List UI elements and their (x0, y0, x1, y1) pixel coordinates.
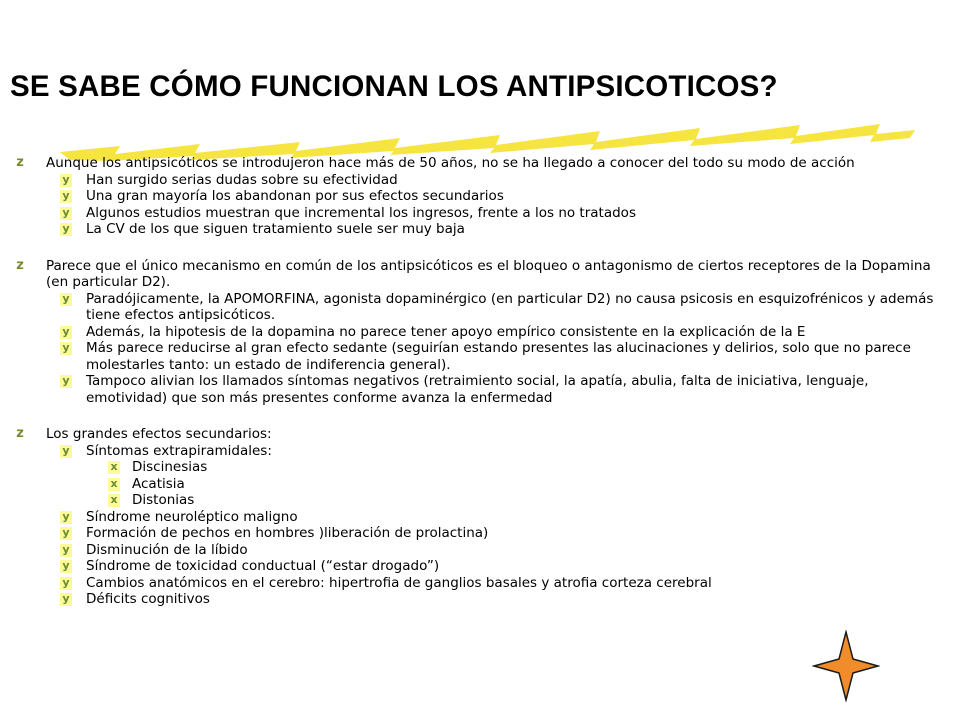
bullet-x-icon: x (108, 461, 120, 474)
bullet-y-icon: y (60, 342, 72, 355)
bullet-y-icon: y (60, 174, 72, 187)
sub-bullet (14, 205, 949, 222)
bullet-text: Han surgido serias dudas sobre su efectividad (86, 171, 398, 188)
bullet-text: Tampoco alivian los llamados síntomas negativos (retraimiento social, la apatía, abulia, falta de iniciativa, lenguaje, emotividad) que son más presentes conforme avanza la enfermedad (86, 373, 869, 406)
bullet-text: Distonias (132, 492, 195, 508)
bullet-text: Más parece reducirse al gran efecto sedante (seguirían estando presentes las alucinaciones y delirios, solo que no parece molestarles tanto: un estado de indiferencia general). (86, 340, 911, 373)
bullet-section-1 (14, 155, 949, 172)
bullet-text: La CV de los que siguen tratamiento suele ser muy baja (86, 221, 465, 237)
bullet-section-2 (14, 258, 949, 291)
bullet-text: Síntomas extrapiramidales: (86, 442, 272, 459)
sub-bullet (14, 443, 949, 460)
bullet-text: Los grandes efectos secundarios: (46, 426, 272, 442)
four-point-star-icon[interactable] (812, 630, 880, 702)
bullet-y-icon: y (60, 375, 72, 388)
sub-bullet (14, 221, 949, 238)
sub-bullet (14, 188, 949, 205)
bullet-text: Algunos estudios muestran que incremental los ingresos, frente a los no tratados (86, 204, 636, 221)
bullet-y-icon: y (60, 577, 72, 590)
slide-title: SE SABE CÓMO FUNCIONAN LOS ANTIPSICOTICOS? (10, 70, 778, 103)
sub-bullet (14, 340, 949, 373)
bullet-text: Cambios anatómicos en el cerebro: hipertrofia de ganglios basales y atrofia corteza cerebral (86, 574, 712, 591)
bullet-y-icon: y (60, 560, 72, 573)
bullet-y-icon: y (60, 527, 72, 540)
bullet-y-icon: y (60, 593, 72, 606)
sub-sub-bullet (14, 492, 949, 509)
bullet-y-icon: y (60, 445, 72, 458)
bullet-text: Síndrome neuroléptico maligno (86, 508, 298, 525)
bullet-text: Formación de pechos en hombres )liberación de prolactina) (86, 525, 489, 541)
bullet-text: Una gran mayoría los abandonan por sus efectos secundarios (86, 188, 504, 204)
bullet-text: Disminución de la líbido (86, 541, 248, 558)
bullet-y-icon: y (60, 223, 72, 236)
bullet-text: Déficits cognitivos (86, 591, 210, 607)
bullet-y-icon: y (60, 544, 72, 557)
bullet-text: Aunque los antipsicóticos se introdujeron hace más de 50 años, no se ha llegado a conocer del todo su modo de acción (46, 155, 855, 171)
bullet-text: Acatisia (132, 475, 185, 492)
bullet-text: Paradójicamente, la APOMORFINA, agonista dopaminérgico (en particular D2) no causa psicosis en esquizofrénicos y además tiene efectos antipsicóticos. (86, 290, 934, 323)
sub-bullet (14, 542, 949, 559)
sub-sub-bullet (14, 476, 949, 493)
bullet-y-icon: y (60, 190, 72, 203)
sub-bullet (14, 172, 949, 189)
bullet-y-icon: y (60, 511, 72, 524)
bullet-z-icon: z (16, 257, 24, 273)
bullet-text: Parece que el único mecanismo en común de los antipsicóticos es el bloqueo o antagonismo de ciertos receptores de la Dopamina (en particular D2). (46, 257, 931, 290)
sub-bullet (14, 509, 949, 526)
bullet-y-icon: y (60, 326, 72, 339)
bullet-x-icon: x (108, 478, 120, 491)
sub-bullet (14, 291, 949, 324)
bullet-text: Discinesias (132, 459, 208, 475)
bullet-text: Síndrome de toxicidad conductual (“estar drogado”) (86, 558, 440, 574)
sub-bullet (14, 591, 949, 608)
bullet-z-icon: z (16, 426, 24, 441)
bullet-section-3 (14, 426, 949, 443)
sub-bullet (14, 373, 949, 406)
sub-sub-bullet (14, 459, 949, 476)
bullet-text: Además, la hipotesis de la dopamina no parece tener apoyo empírico consistente en la explicación de la E (86, 323, 806, 340)
slide-content (14, 155, 949, 608)
bullet-y-icon: y (60, 207, 72, 220)
bullet-x-icon: x (108, 494, 120, 507)
sub-bullet (14, 558, 949, 575)
bullet-z-icon: z (16, 155, 24, 170)
sub-bullet (14, 324, 949, 341)
bullet-y-icon: y (60, 293, 72, 306)
sub-bullet (14, 575, 949, 592)
sub-bullet (14, 525, 949, 542)
